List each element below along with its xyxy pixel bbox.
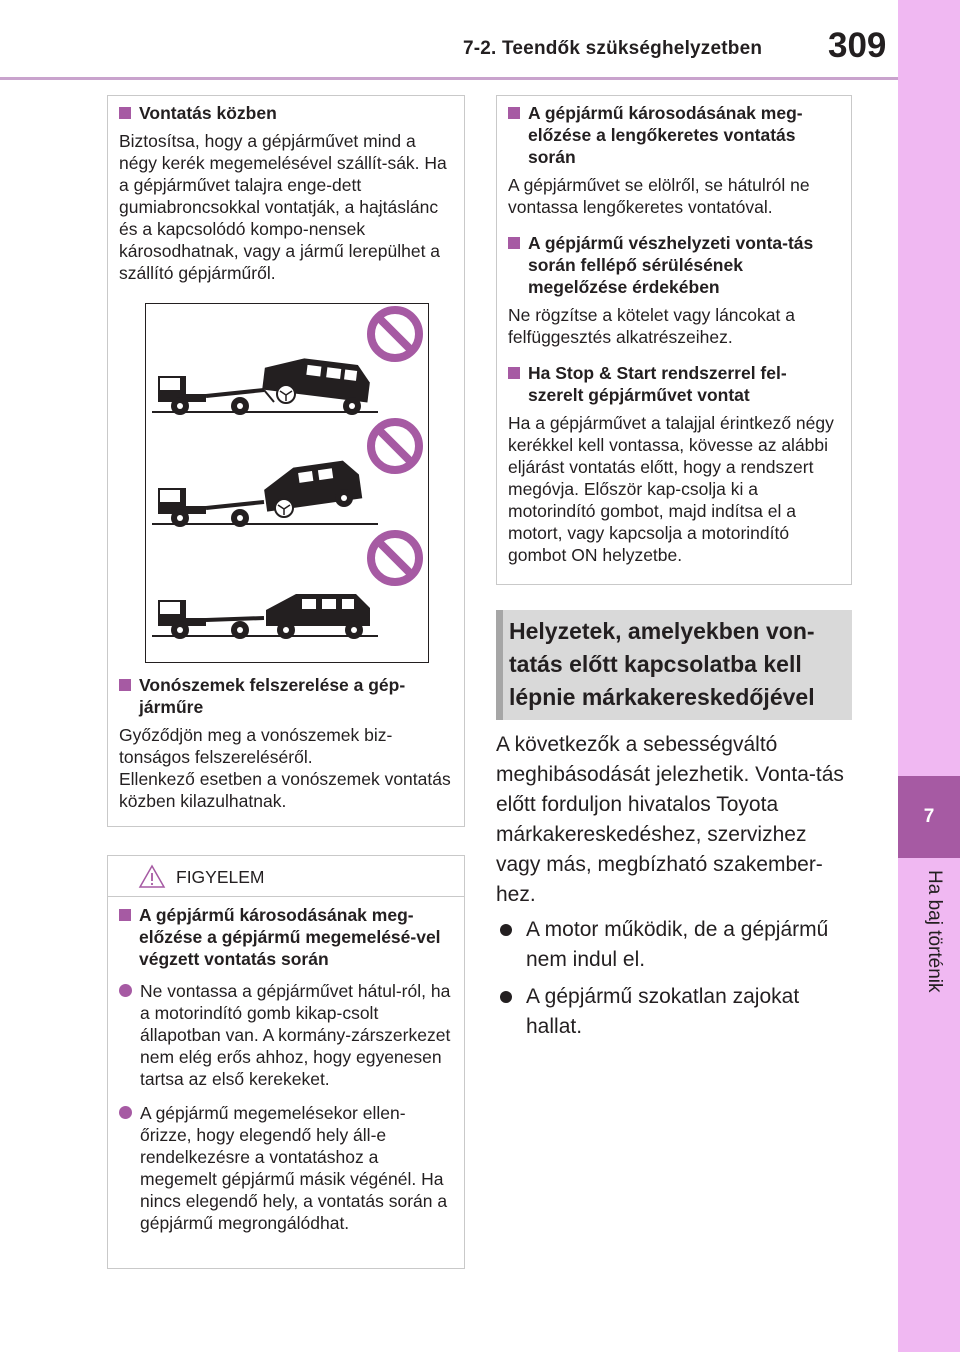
square-bullet-icon xyxy=(508,367,520,379)
page-number: 309 xyxy=(828,26,887,65)
towing-info-box xyxy=(107,95,465,827)
right-info-box xyxy=(496,95,852,585)
list-item-text: A gépjármű szokatlan zajokat hallat. xyxy=(526,985,800,1038)
heading-text: Vonószemek felszerelése a gép-járműre xyxy=(139,675,406,717)
section-heading xyxy=(119,904,455,970)
circle-bullet-icon xyxy=(119,1106,132,1119)
section-body: Ne rögzítse a kötelet vagy láncokat a felfüggesztés alkatrészeihez. xyxy=(508,305,795,347)
square-bullet-icon xyxy=(508,237,520,249)
section-body: Győződjön meg a vonószemek biz-tonságos felszereléséről. xyxy=(119,725,393,767)
square-bullet-icon xyxy=(119,679,131,691)
side-tab xyxy=(898,0,960,1352)
square-bullet-icon xyxy=(119,909,131,921)
list-item xyxy=(496,915,856,975)
warning-triangle-icon xyxy=(138,864,166,889)
list-item xyxy=(119,980,455,1090)
section-heading xyxy=(508,362,842,406)
chapter-title: Ha baj történik xyxy=(924,870,945,993)
heading-text: A gépjármű vészhelyzeti vonta-tás során fellépő sérülésének megelőzése érdekében xyxy=(528,233,814,297)
circle-bullet-icon xyxy=(119,984,132,997)
heading-text: A gépjármű károsodásának meg-előzése a gépjármű megemelésé-vel végzett vontatás során xyxy=(139,905,441,969)
tow-scenario-2 xyxy=(152,422,419,527)
warning-title: FIGYELEM xyxy=(176,867,265,887)
section-body: Ellenkező esetben a vonószemek vontatás közben kilazulhatnak. xyxy=(119,769,451,811)
list-item-text: Ne vontassa a gépjárművet hátul-ról, ha a motorindító gomb kikap-csolt állapotban van. A kormány-zárszerkezet nem elég erős ahhoz, hogy egyenesen tartsa az első kerekeket. xyxy=(140,981,451,1089)
heading-text: Ha Stop & Start rendszerrel fel-szerelt gépjárművet vontat xyxy=(528,363,787,405)
square-bullet-icon xyxy=(508,107,520,119)
section-body: Biztosítsa, hogy a gépjárművet mind a négy kerék megemelésével szállít-sák. Ha a gépjárművet talajra enge-dett gumiabroncsokkal vontatják, a hajtáslánc és a kapcsolódó kompo-nensek károsodhatnak, vagy a jármű lerepülhet a szállító gépjárműről. xyxy=(119,131,447,283)
section-heading xyxy=(119,102,455,124)
header-divider xyxy=(0,77,960,80)
list-item xyxy=(119,1102,455,1234)
towing-diagram xyxy=(146,304,428,662)
section-header: 7-2. Teendők szükséghelyzetben xyxy=(463,38,763,59)
bullet-icon xyxy=(500,991,512,1003)
warning-box xyxy=(107,855,465,1269)
heading-text: Vontatás közben xyxy=(139,103,277,123)
bullet-icon xyxy=(500,924,512,936)
banner-accent-bar xyxy=(496,610,503,720)
towing-illustration xyxy=(145,303,429,663)
chapter-number: 7 xyxy=(898,776,960,858)
list-item xyxy=(496,982,856,1042)
section-heading xyxy=(119,674,455,718)
square-bullet-icon xyxy=(119,107,131,119)
section-body: Ha a gépjárművet a talajjal érintkező négy kerékkel kell vontassa, kövesse az alábbi eljárást vontatás előtt, hogy a rendszert megóvja. Először kap-csolja ki a motorindító gombot, majd indítsa el a motort, vagy kapcsolja a motorindító gombot ON helyzetbe. xyxy=(508,413,834,565)
section-body: A gépjárművet se elölről, se hátulról ne vontassa lengőkeretes vontatóval. xyxy=(508,175,810,217)
section-banner xyxy=(496,610,852,720)
tow-scenario-3 xyxy=(152,534,419,639)
main-paragraph: A következők a sebességváltó meghibásodását jelezhetik. Vonta-tás előtt forduljon hivatalos Toyota márkakereskedéshez, szervizhez vagy más, megbízható szakember-hez. xyxy=(496,733,844,906)
section-heading xyxy=(508,102,842,168)
list-item-text: A motor működik, de a gépjármű nem indul el. xyxy=(526,918,829,971)
banner-title: Helyzetek, amelyekben von-tatás előtt kapcsolatba kell lépnie márkakereskedőjével xyxy=(509,618,815,710)
section-heading xyxy=(508,232,842,298)
list-item-text: A gépjármű megemelésekor ellen-őrizze, hogy elegendő hely áll-e rendelkezésre a vontatáshoz a megemelt gépjármű másik végénél. Ha nincs elegendő hely, a vontatás során a gépjármű megrongálódhat. xyxy=(140,1103,448,1233)
heading-text: A gépjármű károsodásának meg-előzése a lengőkeretes vontatás során xyxy=(528,103,803,167)
tow-scenario-1 xyxy=(152,310,419,415)
warning-header xyxy=(108,856,464,897)
main-bullet-list xyxy=(496,915,856,1049)
